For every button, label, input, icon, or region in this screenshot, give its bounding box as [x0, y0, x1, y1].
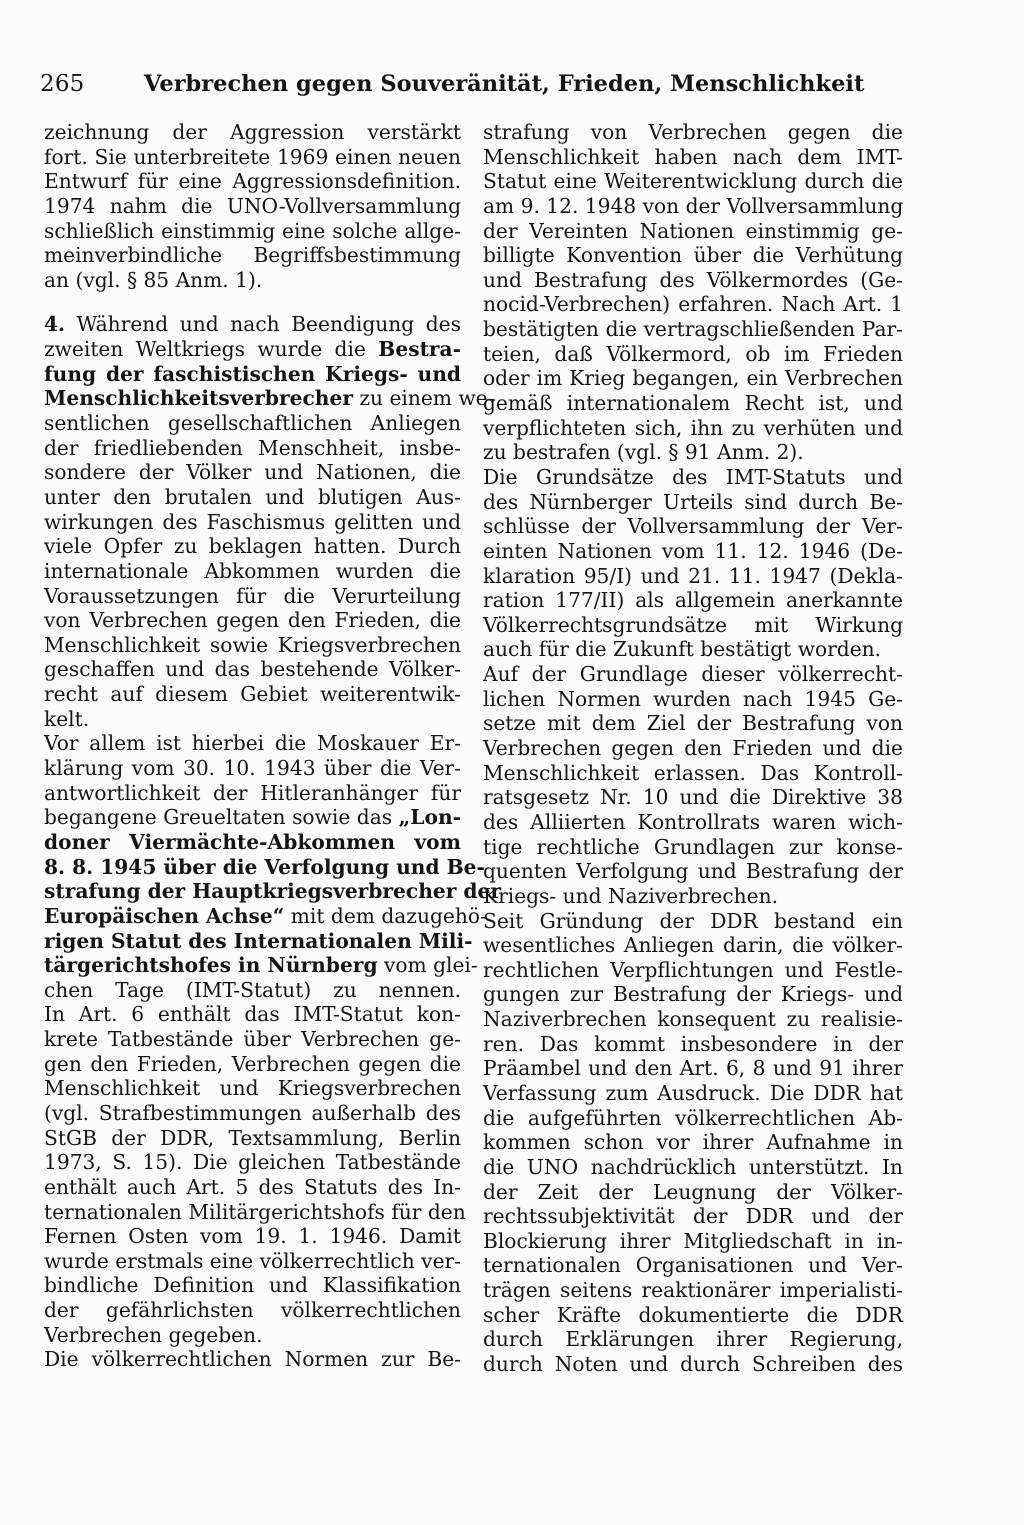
text-run: Verbrechen gegen den Frieden und die — [483, 736, 903, 761]
text-run: recht auf diesem Gebiet weiterentwik- — [44, 682, 461, 707]
text-line — [44, 1224, 461, 1249]
text-line — [483, 194, 903, 219]
text-run: des Alliierten Kontrollrats waren wich- — [483, 809, 903, 834]
text-line — [483, 933, 903, 958]
text-line — [44, 756, 461, 781]
text-line — [483, 342, 903, 367]
text-line — [44, 145, 461, 170]
text-run: nocid-Verbrechen) erfahren. Nach Art. 1 — [483, 292, 903, 317]
text-line — [483, 1278, 903, 1303]
text-run: Die völkerrechtlichen Normen zur Be- — [44, 1347, 461, 1372]
text-line — [44, 633, 461, 658]
bold-text-run: Europäischen Achse“ — [44, 903, 285, 928]
text-line — [483, 416, 903, 441]
text-line — [44, 707, 461, 732]
text-line — [44, 731, 461, 756]
text-run: auch für die Zukunft bestätigt worden. — [483, 637, 882, 662]
text-line — [483, 785, 903, 810]
text-line — [483, 219, 903, 244]
text-line — [483, 1130, 903, 1155]
text-line — [483, 761, 903, 786]
text-line — [44, 1249, 461, 1274]
text-run: gungen zur Bestrafung der Kriegs- und — [483, 982, 903, 1007]
text-run: sentlichen gesellschaftlichen Anliegen — [44, 411, 461, 436]
text-line — [483, 1253, 903, 1278]
bold-text-run: Bestra- — [378, 337, 461, 362]
text-line — [44, 1199, 466, 1225]
text-run: Kriegs- und Naziverbrechen. — [483, 883, 778, 908]
text-run: die aufgeführten völkerrechtlichen Ab- — [483, 1105, 903, 1130]
text-line — [483, 1032, 903, 1057]
text-line — [44, 1002, 461, 1027]
text-run: klaration 95/I) und 21. 11. 1947 (Dekla- — [483, 563, 903, 588]
text-run: lichen Normen wurden nach 1945 Ge- — [483, 686, 903, 711]
text-line — [483, 1180, 903, 1205]
text-line — [44, 386, 495, 411]
text-line — [44, 1150, 461, 1175]
text-run: zweiten Weltkriegs wurde die — [44, 337, 379, 362]
text-line — [44, 194, 461, 219]
text-line — [44, 682, 461, 707]
text-run: rechtssubjektivität der DDR und der — [483, 1204, 903, 1229]
text-line — [44, 1126, 461, 1151]
text-run: der gefährlichsten völkerrechtlichen — [44, 1298, 461, 1323]
left-text-column — [44, 120, 501, 1372]
text-run: Die Grundsätze des IMT-Statuts und — [483, 464, 903, 489]
text-run: Präambel und den Art. 6, 8 und 91 ihrer — [483, 1056, 903, 1081]
text-run: gemäß internationalem Recht ist, und — [483, 391, 903, 416]
text-line — [44, 879, 501, 904]
text-line — [483, 909, 903, 934]
text-run: wirkungen des Faschismus gelitten und — [44, 509, 461, 534]
text-run: sondere der Völker und Nationen, die — [44, 460, 461, 485]
text-run: geschaffen und das bestehende Völker- — [44, 657, 461, 682]
text-run: durch Erklärungen ihrer Regierung, — [483, 1327, 903, 1352]
text-line — [44, 781, 461, 806]
text-line — [44, 928, 473, 954]
text-run: Menschlichkeit und Kriegsverbrechen — [44, 1076, 461, 1101]
text-line — [44, 1273, 461, 1298]
text-line — [483, 243, 903, 268]
text-run: krete Tatbestände über Verbrechen ge- — [44, 1027, 461, 1052]
text-run: zu bestrafen (vgl. § 91 Anm. 2). — [483, 440, 804, 465]
text-line — [44, 485, 461, 510]
text-line — [44, 312, 461, 337]
text-run: wesentliches Anliegen darin, die völker- — [483, 933, 903, 958]
text-run: Naziverbrechen konsequent zu realisie- — [483, 1007, 903, 1032]
right-text-column — [483, 120, 903, 1377]
text-run: Statut eine Weiterentwicklung durch die — [483, 169, 903, 194]
text-line — [44, 805, 461, 830]
text-line — [44, 534, 461, 559]
text-line — [44, 1323, 461, 1348]
text-line — [44, 243, 461, 268]
text-line — [44, 219, 461, 244]
text-line — [44, 169, 461, 194]
text-line — [44, 903, 487, 929]
text-line — [483, 1056, 903, 1081]
text-run: rechtlichen Verpflichtungen und Festle- — [483, 957, 903, 982]
text-line — [483, 662, 903, 687]
text-line — [483, 1081, 903, 1106]
text-run: Verfassung zum Ausdruck. Die DDR hat — [483, 1080, 903, 1105]
text-run: Vor allem ist hierbei die Moskauer Er- — [44, 731, 461, 756]
text-line — [483, 884, 903, 909]
text-line — [44, 510, 461, 535]
text-line — [483, 366, 903, 391]
text-run: schlüsse der Vollversammlung der Ver- — [483, 514, 903, 539]
text-line — [44, 584, 461, 609]
text-run: ren. Das kommt insbesondere in der — [483, 1031, 903, 1056]
text-run: wurde erstmals eine völkerrechtlich ver- — [44, 1248, 461, 1273]
text-run: StGB der DDR, Textsammlung, Berlin — [44, 1125, 461, 1150]
text-run: 1974 nahm die UNO-Vollversammlung — [44, 193, 461, 218]
bold-text-run: rigen Statut des Internationalen Mili- — [44, 928, 473, 953]
text-line — [483, 317, 903, 342]
text-run: antwortlichkeit der Hitleranhänger für — [44, 780, 461, 805]
text-line — [483, 514, 903, 539]
text-line — [483, 145, 903, 170]
text-run: der Zeit der Leugnung der Völker- — [483, 1179, 903, 1204]
text-run: bindliche Definition und Klassifikation — [44, 1273, 461, 1298]
bold-text-run: doner Viermächte-Abkommen vom — [44, 829, 461, 854]
text-run: unter den brutalen und blutigen Aus- — [44, 484, 461, 509]
text-line — [44, 362, 461, 387]
page-header — [40, 68, 986, 104]
bold-text-run: 4. — [44, 312, 66, 337]
text-line — [44, 1175, 461, 1200]
text-line — [483, 268, 903, 293]
text-line — [483, 810, 903, 835]
text-line — [44, 854, 485, 880]
text-line — [483, 736, 903, 761]
text-line — [483, 391, 903, 416]
text-run: ration 177/II) als allgemein anerkannte — [483, 588, 903, 613]
text-line — [483, 1155, 903, 1180]
text-line — [44, 830, 461, 855]
text-line — [44, 1027, 461, 1052]
text-line — [483, 982, 903, 1007]
text-run: der Vereinten Nationen einstimmig ge- — [483, 218, 903, 243]
text-line — [483, 687, 903, 712]
text-line — [483, 637, 903, 662]
text-run: Voraussetzungen für die Verurteilung — [44, 583, 461, 608]
text-run: ternationalen Organisationen und Ver- — [483, 1253, 903, 1278]
text-run: enthält auch Art. 5 des Statuts des In- — [44, 1174, 461, 1199]
text-run: viele Opfer zu beklagen hatten. Durch — [44, 534, 461, 559]
text-run: meinverbindliche Begriffsbestimmung — [44, 243, 461, 268]
text-line — [483, 711, 903, 736]
text-run: verpflichteten sich, ihn zu verhüten und — [483, 415, 903, 440]
text-run: 1973, S. 15). Die gleichen Tatbestände — [44, 1150, 461, 1175]
bold-text-run: Menschlichkeitsverbrecher — [44, 386, 353, 411]
text-line — [44, 1347, 461, 1372]
text-run: schließlich einstimmig eine solche allge- — [44, 218, 461, 243]
text-run: Menschlichkeit sowie Kriegsverbrechen — [44, 632, 461, 657]
text-run: Während und nach Beendigung des — [65, 312, 461, 337]
text-line — [483, 169, 903, 194]
text-line — [483, 1204, 903, 1229]
text-line — [483, 1327, 903, 1352]
text-run: billigte Konvention über die Verhütung — [483, 243, 903, 268]
text-run: am 9. 12. 1948 von der Vollversammlung — [483, 193, 904, 218]
bold-text-run: „Lon- — [398, 805, 461, 830]
text-line — [483, 120, 903, 145]
text-run: durch Noten und durch Schreiben des — [483, 1352, 903, 1377]
text-line — [483, 564, 903, 589]
text-run: internationale Abkommen wurden die — [44, 558, 461, 583]
text-line — [483, 465, 903, 490]
text-run: klärung vom 30. 10. 1943 über die Ver- — [44, 756, 461, 781]
text-run: In Art. 6 enthält das IMT-Statut kon- — [44, 1002, 461, 1027]
text-run: Völkerrechtsgrundsätze mit Wirkung — [483, 612, 903, 637]
text-run: zu einem we- — [352, 386, 495, 411]
bold-text-run: fung der faschistischen Kriegs- und — [44, 361, 461, 386]
running-title: Verbrechen gegen Souveränität, Frieden, Menschlichkeit — [144, 71, 865, 97]
bold-text-run: 8. 8. 1945 über die Verfolgung und Be- — [44, 854, 485, 879]
text-run: kelt. — [44, 706, 90, 731]
text-run: Entwurf für eine Aggressionsdefinition. — [44, 169, 461, 194]
text-run: gen den Frieden, Verbrechen gegen die — [44, 1051, 461, 1076]
text-run: tige rechtliche Grundlagen zur konse- — [483, 834, 903, 859]
text-run: Auf der Grundlage dieser völkerrecht- — [483, 662, 903, 687]
page-number: 265 — [40, 71, 85, 97]
text-run: oder im Krieg begangen, ein Verbrechen — [483, 366, 903, 391]
text-run: setze mit dem Ziel der Bestrafung von — [483, 711, 903, 736]
text-line — [483, 490, 903, 515]
text-run: Menschlichkeit erlassen. Das Kontroll- — [483, 760, 903, 785]
text-line — [483, 440, 903, 465]
bold-text-run: strafung der Hauptkriegsverbrecher der — [44, 879, 501, 904]
text-run: und Bestrafung des Völkermordes (Ge- — [483, 267, 903, 292]
text-line — [483, 292, 903, 317]
text-run: begangene Greueltaten sowie das — [44, 805, 399, 830]
text-run: ternationalen Militärgerichtshofs für den — [44, 1199, 466, 1224]
text-run: trägen seitens reaktionärer imperialisti- — [483, 1278, 903, 1303]
text-run: (vgl. Strafbestimmungen außerhalb des — [44, 1100, 461, 1125]
text-line — [44, 1298, 461, 1323]
text-run: von Verbrechen gegen den Frieden, die — [44, 608, 461, 633]
text-line — [483, 1229, 903, 1254]
text-line — [483, 613, 903, 638]
text-line — [44, 337, 461, 362]
text-run: vom glei- — [377, 953, 478, 978]
text-run: mit dem dazugehö- — [284, 903, 487, 928]
text-line — [483, 1352, 903, 1377]
text-run: fort. Sie unterbreitete 1969 einen neuen — [44, 144, 461, 169]
text-line — [44, 978, 461, 1003]
text-run: kommen schon vor ihrer Aufnahme in — [483, 1130, 903, 1155]
text-line — [44, 608, 461, 633]
text-run: chen Tage (IMT-Statut) zu nennen. — [44, 977, 461, 1002]
text-line — [483, 958, 903, 983]
text-run: Verbrechen gegeben. — [44, 1322, 263, 1347]
text-line — [44, 411, 461, 436]
text-run: quenten Verfolgung und Bestrafung der — [483, 859, 903, 884]
text-run: Seit Gründung der DDR bestand ein — [483, 908, 903, 933]
text-line — [44, 953, 478, 978]
text-line — [44, 559, 461, 584]
text-line — [44, 1052, 461, 1077]
text-line — [483, 1106, 903, 1131]
text-line — [483, 1303, 903, 1328]
text-run: scher Kräfte dokumentierte die DDR — [483, 1302, 903, 1327]
text-run: strafung von Verbrechen gegen die — [483, 120, 903, 144]
text-line — [44, 268, 461, 293]
text-line — [44, 1101, 461, 1126]
text-run: Blockierung ihrer Mitgliedschaft in in- — [483, 1228, 903, 1253]
text-line — [44, 1076, 461, 1101]
text-line — [483, 835, 903, 860]
bold-text-run: tärgerichtshofes in Nürnberg — [44, 953, 378, 978]
text-run: teien, daß Völkermord, ob im Frieden — [483, 341, 903, 366]
text-run: einten Nationen vom 11. 12. 1946 (De- — [483, 538, 903, 563]
text-run: Fernen Osten vom 19. 1. 1946. Damit — [44, 1224, 461, 1249]
text-run: zeichnung der Aggression verstärkt — [44, 120, 461, 144]
text-line — [44, 436, 461, 461]
text-line — [44, 460, 461, 485]
text-line — [44, 120, 461, 145]
text-line — [483, 1007, 903, 1032]
text-run: der friedliebenden Menschheit, insbe- — [44, 435, 461, 460]
text-run: des Nürnberger Urteils sind durch Be- — [483, 489, 903, 514]
text-run: Menschlichkeit haben nach dem IMT- — [483, 144, 903, 169]
text-run: bestätigten die vertragschließenden Par- — [483, 317, 903, 342]
text-run: an (vgl. § 85 Anm. 1). — [44, 267, 263, 292]
text-line — [483, 859, 903, 884]
text-line — [483, 539, 903, 564]
text-line — [483, 588, 903, 613]
text-run: ratsgesetz Nr. 10 und die Direktive 38 — [483, 785, 903, 810]
text-line — [44, 657, 461, 682]
text-run: die UNO nachdrücklich unterstützt. In — [483, 1154, 903, 1179]
